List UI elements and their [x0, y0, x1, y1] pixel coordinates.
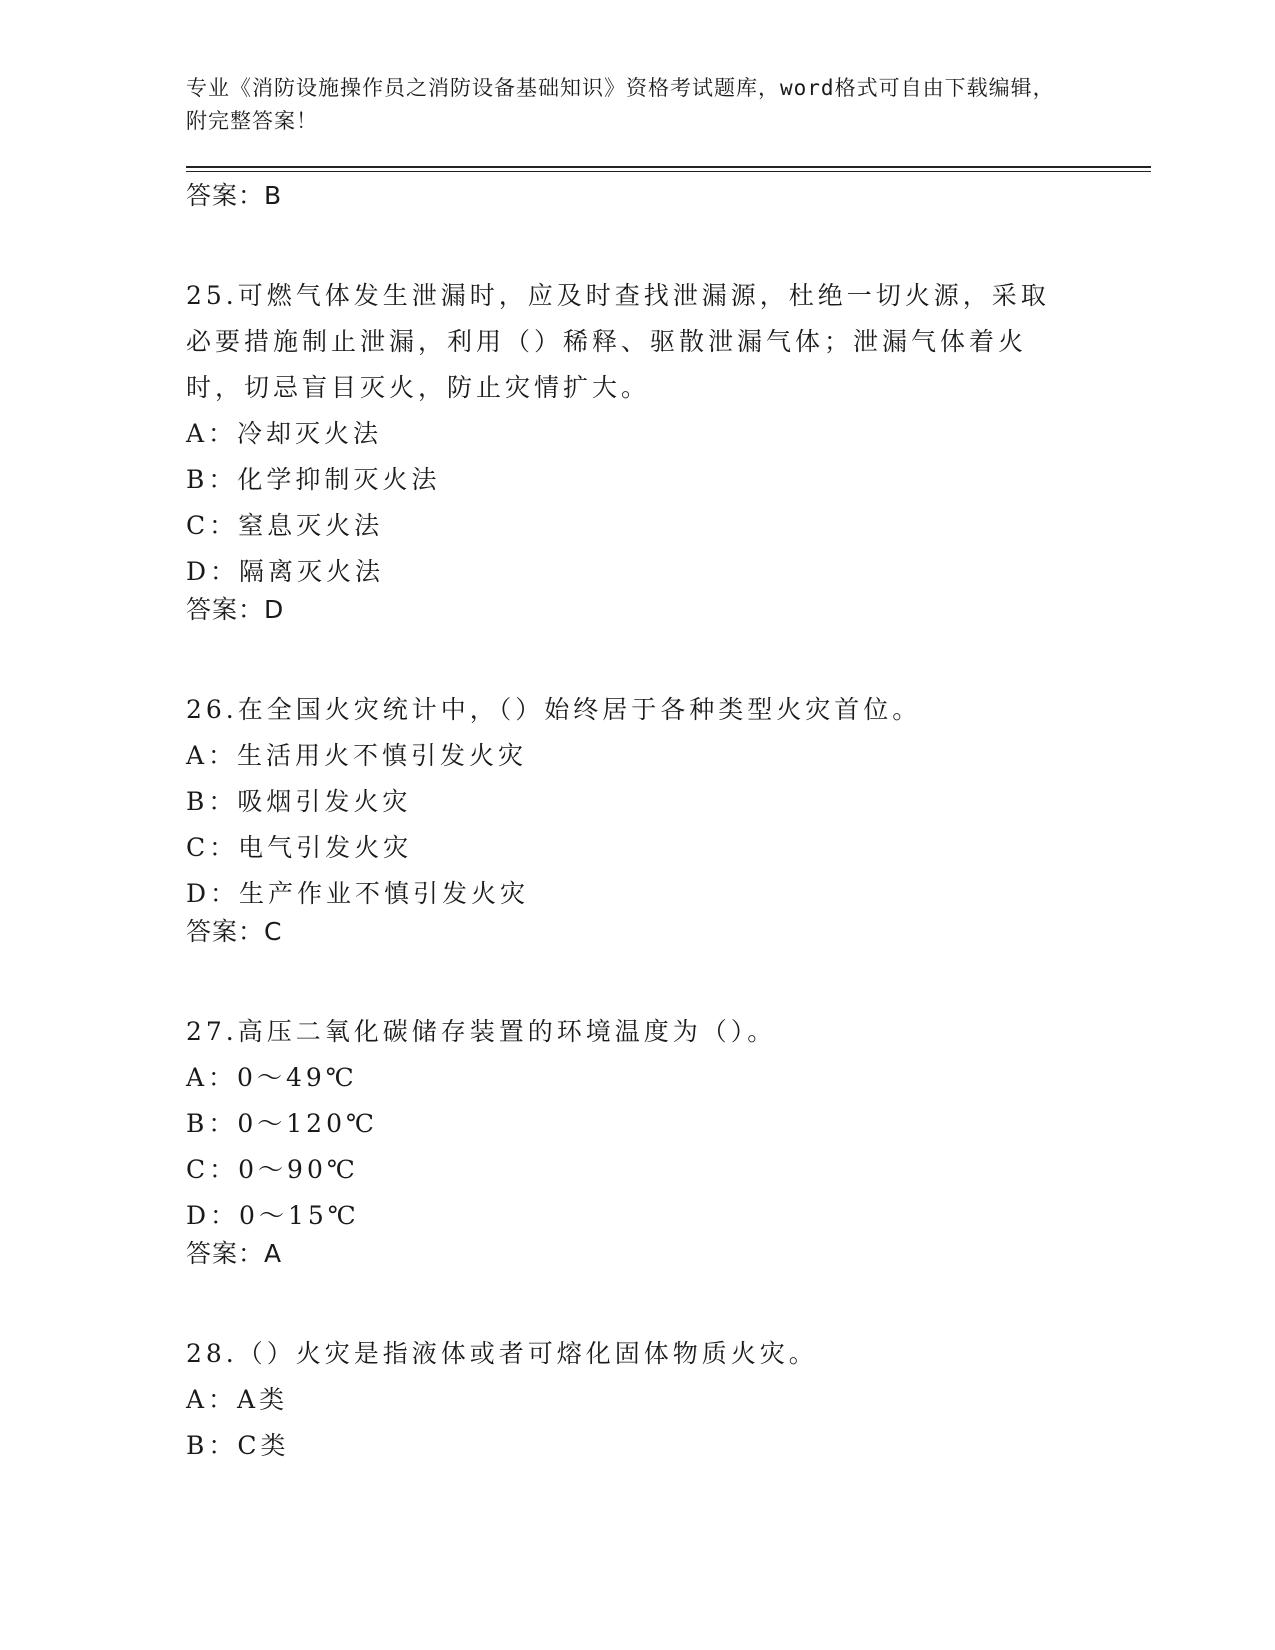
- option-d: D：生产作业不慎引发火灾: [186, 879, 530, 908]
- option-c: C：0～90℃: [186, 1155, 359, 1184]
- question-28: [186, 1331, 1151, 1469]
- question-stem: 27.高压二氧化碳储存装置的环境温度为（）。: [186, 1017, 777, 1046]
- header-rule-thin: [186, 171, 1151, 172]
- answer-line: 答案：D: [186, 595, 285, 624]
- document-page: [186, 72, 1151, 1469]
- answer-line: 答案：C: [186, 917, 283, 946]
- option-a: A：生活用火不慎引发火灾: [186, 741, 528, 770]
- question-26: [186, 687, 1151, 963]
- option-b: B：吸烟引发火灾: [186, 787, 412, 816]
- option-d: D：0～15℃: [186, 1201, 360, 1230]
- option-b: B：0～120℃: [186, 1109, 378, 1138]
- answer-line: 答案：A: [186, 1239, 283, 1268]
- question-25: [186, 273, 1151, 641]
- question-stem: 28.（）火灾是指液体或者可熔化固体物质火灾。: [186, 1339, 818, 1368]
- question-stem: 26.在全国火灾统计中，（）始终居于各种类型火灾首位。: [186, 695, 922, 724]
- document-header: 专业《消防设施操作员之消防设备基础知识》资格考试题库，word格式可自由下载编辑，附完整答案！: [186, 76, 1055, 133]
- option-c: C：窒息灭火法: [186, 511, 384, 540]
- option-d: D：隔离灭火法: [186, 557, 385, 586]
- option-b: B：C类: [186, 1431, 290, 1460]
- answer-line: 答案：B: [186, 181, 283, 210]
- question-27: [186, 1009, 1151, 1285]
- header-rule: [186, 166, 1151, 168]
- question-stem: 25.可燃气体发生泄漏时，应及时查找泄漏源，杜绝一切火源，采取必要措施制止泄漏，利用（）稀释、驱散泄漏气体；泄漏气体着火时，切忌盲目灭火，防止灾情扩大。: [186, 281, 1050, 402]
- option-c: C：电气引发火灾: [186, 833, 413, 862]
- option-a: A：冷却灭火法: [186, 419, 383, 448]
- option-a: A：A类: [186, 1385, 289, 1414]
- option-b: B：化学抑制灭火法: [186, 465, 441, 494]
- option-a: A：0～49℃: [186, 1063, 358, 1092]
